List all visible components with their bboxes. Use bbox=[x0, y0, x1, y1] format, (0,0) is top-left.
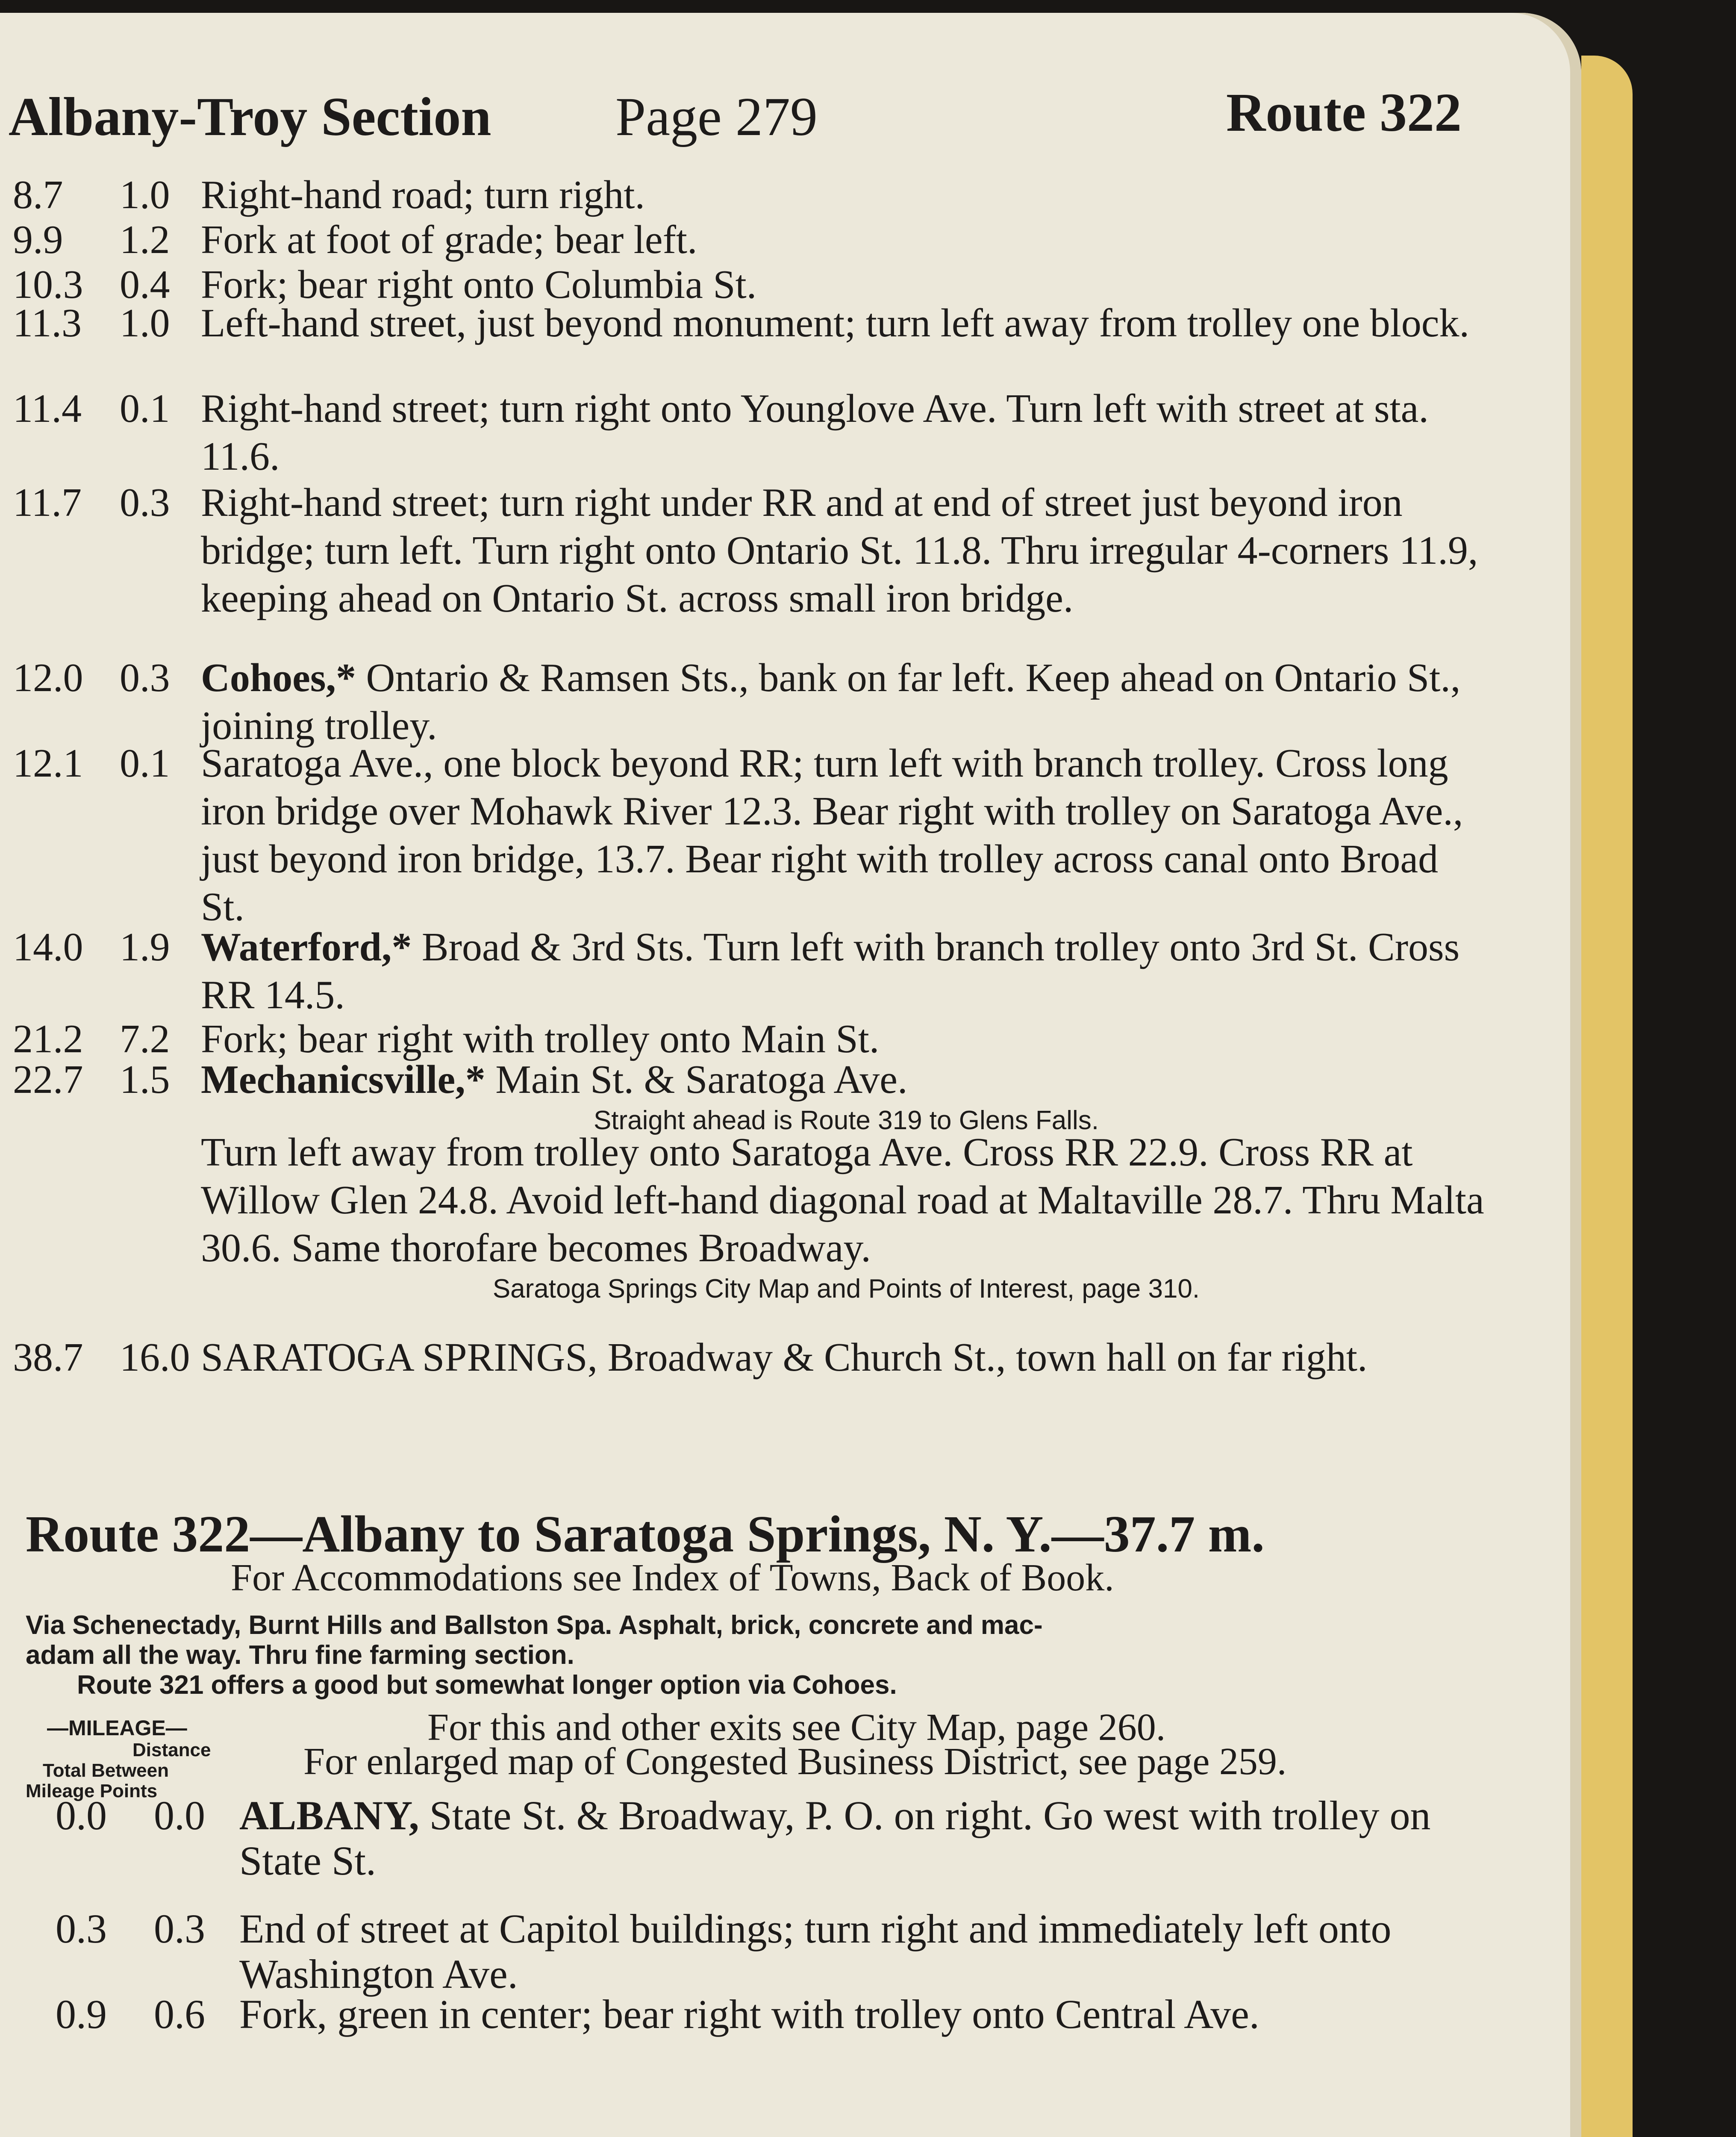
incremental-mileage: 0.3 bbox=[154, 1906, 205, 1952]
incremental-mileage: 0.0 bbox=[154, 1793, 205, 1838]
notes-left-column bbox=[47, 2133, 782, 2137]
cumulative-mileage: 11.3 bbox=[13, 301, 82, 345]
enlarged-map-note: For enlarged map of Congested Business District, see page 259. bbox=[303, 1740, 1287, 1783]
entry-text: Right-hand street; turn right under RR and at end of street just beyond iron bridge; turn left. Turn right onto Ontario St. 11.8. Thru irregular 4-corners 11.9, keeping ahead on Ontario St. across small iron bridge. bbox=[201, 480, 1478, 621]
incremental-mileage: 0.3 bbox=[120, 656, 170, 700]
incremental-mileage: 0.1 bbox=[120, 741, 170, 786]
route-number: Route 322 bbox=[1226, 82, 1462, 143]
incremental-mileage: 1.0 bbox=[120, 173, 170, 217]
entry-text: End of street at Capitol buildings; turn right and immediately left onto Washington Ave. bbox=[239, 1906, 1392, 1997]
incremental-mileage: 0.4 bbox=[120, 262, 170, 307]
notes-right-column bbox=[812, 2133, 1547, 2137]
entry-text: Turn left away from trolley onto Saratoga Ave. Cross RR 22.9. Cross RR at Willow Glen 24.8. Avoid left-hand diagonal road at Maltaville 28.7. Thru Malta 30.6. Same thorofare becomes Broadway. Saratoga Springs City Map and Points of Interest, page 310. bbox=[201, 1128, 1492, 1306]
entry-text: Fork; bear right onto Columbia St. bbox=[201, 262, 757, 307]
mileage-total-label: Total Between bbox=[43, 1760, 169, 1781]
cumulative-mileage: 10.3 bbox=[13, 262, 83, 307]
entry-text: Saratoga Ave., one block beyond RR; turn left with branch trolley. Cross long iron bridge over Mohawk River 12.3. Bear right with trolley on Saratoga Ave., just beyond iron bridge, 13.7. Bear right with trolley across canal onto Broad St. bbox=[201, 741, 1463, 929]
incremental-mileage: 1.0 bbox=[120, 301, 170, 345]
via-line: Via Schenectady, Burnt Hills and Ballston Spa. Asphalt, brick, concrete and mac- bbox=[26, 1610, 1043, 1640]
note-paragraph bbox=[812, 2133, 1547, 2137]
incremental-mileage: 1.9 bbox=[120, 925, 170, 969]
cumulative-mileage: 21.2 bbox=[13, 1017, 83, 1061]
incremental-mileage: 1.5 bbox=[120, 1057, 170, 1102]
page-edge bbox=[1581, 56, 1633, 2137]
entry-text: Fork, green in center; bear right with trolley onto Central Ave. bbox=[239, 1991, 1259, 2037]
incremental-mileage: 0.6 bbox=[154, 1991, 205, 2037]
city-map-reference: Saratoga Springs City Map and Points of Interest, page 310. bbox=[492, 1274, 1200, 1304]
accommodations-note: For Accommodations see Index of Towns, Back of Book. bbox=[231, 1557, 1114, 1599]
entry-text: Waterford,* Broad & 3rd Sts. Turn left with branch trolley onto 3rd St. Cross RR 14.5. bbox=[201, 925, 1460, 1017]
cumulative-mileage: 12.0 bbox=[13, 656, 83, 700]
via-line: Route 321 offers a good but somewhat longer option via Cohoes. bbox=[77, 1670, 897, 1700]
page-number: Page 279 bbox=[615, 86, 818, 147]
entry-text: ALBANY, State St. & Broadway, P. O. on right. Go west with trolley on State St. bbox=[239, 1793, 1431, 1884]
running-header bbox=[9, 64, 1462, 147]
entry-text: Fork at foot of grade; bear left. bbox=[201, 218, 697, 262]
incremental-mileage: 0.3 bbox=[120, 480, 170, 525]
cumulative-mileage: 8.7 bbox=[13, 173, 63, 217]
section-title: Albany-Troy Section bbox=[9, 86, 491, 147]
cumulative-mileage: 11.4 bbox=[13, 386, 82, 431]
entry-text: Mechanicsville,* Main St. & Saratoga Ave. Straight ahead is Route 319 to Glens Falls. bbox=[201, 1056, 1492, 1138]
cumulative-mileage: 9.9 bbox=[13, 218, 63, 262]
route-cross-reference: Straight ahead is Route 319 to Glens Falls. bbox=[593, 1106, 1099, 1135]
entry-text: Fork; bear right with trolley onto Main St. bbox=[201, 1017, 880, 1061]
entry-text: Right-hand road; turn right. bbox=[201, 173, 645, 217]
cumulative-mileage: 14.0 bbox=[13, 925, 83, 969]
entry-text: Right-hand street; turn right onto Younglove Ave. Turn left with street at sta. 11.6. bbox=[201, 386, 1429, 479]
entry-text: Cohoes,* Ontario & Ramsen Sts., bank on far left. Keep ahead on Ontario St., joining trolley. bbox=[201, 656, 1461, 748]
cumulative-mileage: 0.9 bbox=[56, 1991, 107, 2037]
entry-text: SARATOGA SPRINGS, Broadway & Church St., town hall on far right. bbox=[201, 1335, 1368, 1380]
exits-note: For this and other exits see City Map, page 260. bbox=[427, 1706, 1166, 1748]
mileage-heading: —MILEAGE— bbox=[47, 1716, 187, 1740]
cumulative-mileage: 22.7 bbox=[13, 1057, 83, 1102]
via-line: adam all the way. Thru fine farming section. bbox=[26, 1640, 574, 1670]
cumulative-mileage: 0.3 bbox=[56, 1906, 107, 1952]
note-paragraph bbox=[47, 2133, 782, 2137]
mileage-points-label: Mileage Points bbox=[26, 1781, 158, 1801]
entry-text: Left-hand street, just beyond monument; turn left away from trolley one block. bbox=[201, 301, 1470, 345]
cumulative-mileage: 11.7 bbox=[13, 480, 82, 525]
incremental-mileage: 16.0 bbox=[120, 1335, 190, 1380]
incremental-mileage: 1.2 bbox=[120, 218, 170, 262]
incremental-mileage: 7.2 bbox=[120, 1017, 170, 1061]
cumulative-mileage: 38.7 bbox=[13, 1335, 83, 1380]
route-title: Route 322—Albany to Saratoga Springs, N. Y.—37.7 m. bbox=[26, 1505, 1265, 1563]
cumulative-mileage: 0.0 bbox=[56, 1793, 107, 1838]
incremental-mileage: 0.1 bbox=[120, 386, 170, 431]
mileage-distance-label: Distance bbox=[132, 1740, 211, 1760]
cumulative-mileage: 12.1 bbox=[13, 741, 83, 786]
